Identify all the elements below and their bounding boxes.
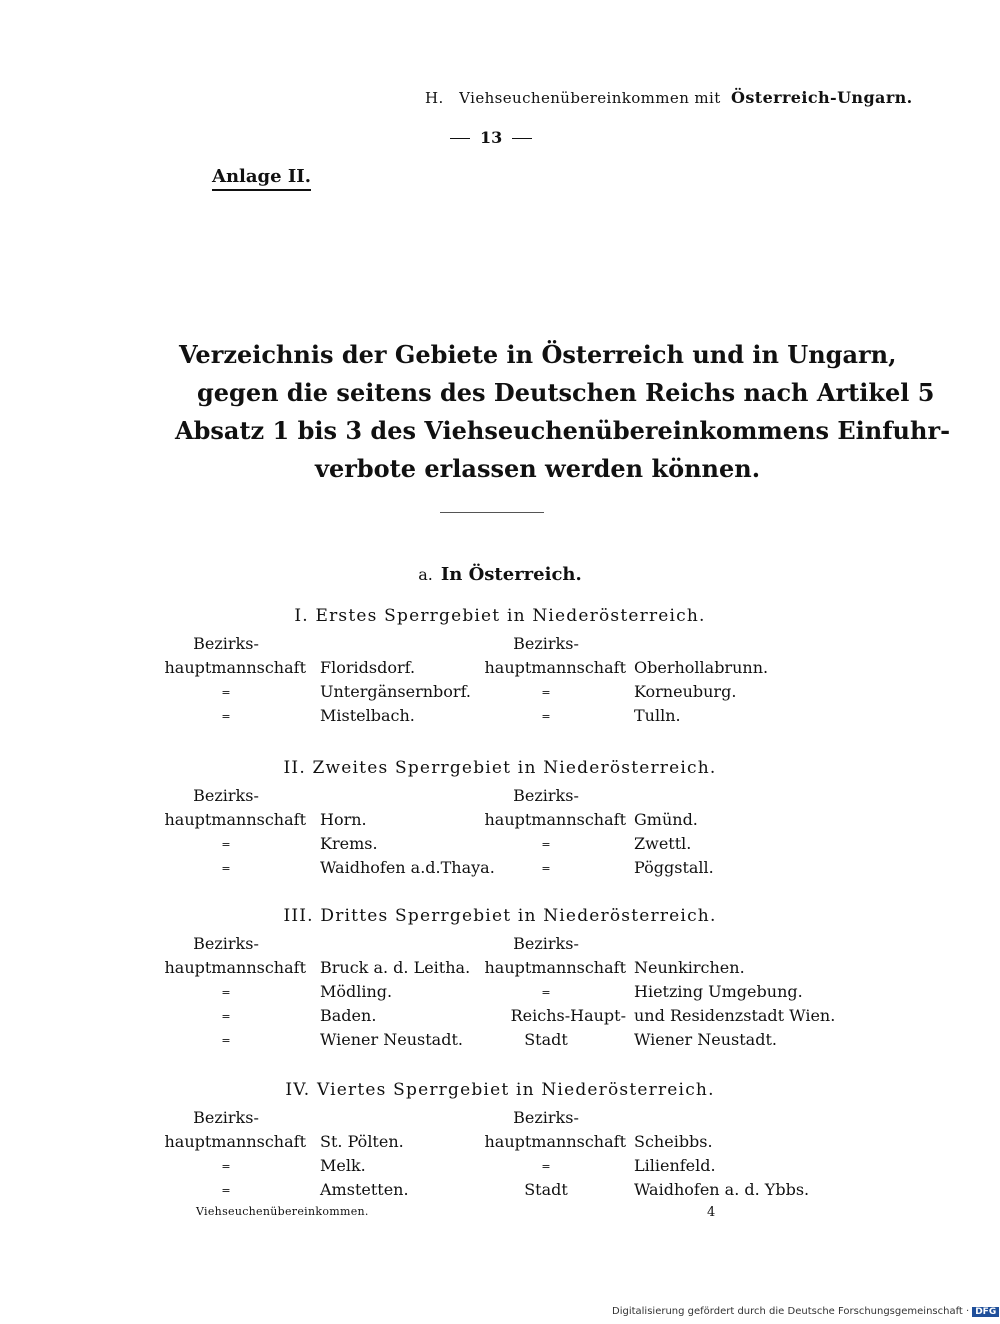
ditto-mark: = bbox=[541, 838, 551, 851]
title-line: Verzeichnis der Gebiete in Österreich und in Ungarn, bbox=[179, 340, 897, 369]
district-name: Floridsdorf. bbox=[320, 658, 416, 677]
authority-label: Bezirks- bbox=[193, 786, 259, 805]
authority-label: hauptmannschaft bbox=[484, 658, 626, 677]
district-name: Gmünd. bbox=[634, 810, 698, 829]
district-name: Lilienfeld. bbox=[634, 1156, 716, 1175]
district-name: Waidhofen a.d.Thaya. bbox=[320, 858, 495, 877]
area-title: IV. Viertes Sperrgebiet in Niederösterreich. bbox=[285, 1080, 715, 1100]
district-name: Wiener Neustadt. bbox=[634, 1030, 777, 1049]
authority-label: Bezirks- bbox=[513, 934, 579, 953]
district-name: Untergänsernborf. bbox=[320, 682, 472, 701]
authority-label: Reichs-Haupt- bbox=[510, 1006, 626, 1025]
footer-sheet-number: 4 bbox=[707, 1205, 716, 1220]
title-divider bbox=[440, 512, 544, 513]
running-header-section: H. bbox=[425, 89, 444, 107]
authority-label: hauptmannschaft bbox=[484, 1132, 626, 1151]
area-title: II. Zweites Sperrgebiet in Niederösterreich. bbox=[283, 758, 717, 778]
district-name: Waidhofen a. d. Ybbs. bbox=[634, 1180, 810, 1199]
ditto-mark: = bbox=[221, 986, 231, 999]
district-name: Wiener Neustadt. bbox=[320, 1030, 463, 1049]
page-number-top bbox=[440, 128, 542, 147]
title-line: Absatz 1 bis 3 des Viehseuchenübereinkommens Einfuhr- bbox=[175, 416, 951, 445]
ditto-mark: = bbox=[541, 686, 551, 699]
ditto-mark: = bbox=[221, 1010, 231, 1023]
district-name: Mistelbach. bbox=[320, 706, 415, 725]
authority-label: hauptmannschaft bbox=[484, 958, 626, 977]
running-header-text bbox=[425, 88, 913, 107]
document-title bbox=[165, 336, 951, 488]
section-name: In Österreich. bbox=[440, 564, 582, 585]
authority-label: hauptmannschaft bbox=[164, 958, 306, 977]
title-line: verbote erlassen werden können. bbox=[315, 454, 761, 483]
annex-label: Anlage II. bbox=[212, 166, 311, 191]
authority-label: Bezirks- bbox=[193, 1108, 259, 1127]
district-name: Korneuburg. bbox=[634, 682, 737, 701]
authority-label: Bezirks- bbox=[193, 634, 259, 653]
district-name: Scheibbs. bbox=[634, 1132, 713, 1151]
authority-label: hauptmannschaft bbox=[164, 658, 306, 677]
district-name: Krems. bbox=[320, 834, 378, 853]
district-name: Bruck a. d. Leitha. bbox=[320, 958, 471, 977]
ditto-mark: = bbox=[221, 838, 231, 851]
district-name: Horn. bbox=[320, 810, 367, 829]
digitization-text: Digitalisierung gefördert durch die Deutsche Forschungsgemeinschaft bbox=[612, 1306, 963, 1317]
district-name: Tulln. bbox=[634, 706, 681, 725]
running-header bbox=[0, 84, 1000, 114]
ditto-mark: = bbox=[221, 862, 231, 875]
district-name: Oberhollabrunn. bbox=[634, 658, 769, 677]
district-name: Amstetten. bbox=[320, 1180, 409, 1199]
authority-label: Bezirks- bbox=[513, 1108, 579, 1127]
section-letter: a. bbox=[418, 565, 433, 584]
ditto-mark: = bbox=[541, 986, 551, 999]
authority-label: Stadt bbox=[524, 1030, 568, 1049]
district-name: Baden. bbox=[320, 1006, 377, 1025]
authority-label: hauptmannschaft bbox=[164, 810, 306, 829]
authority-label: hauptmannschaft bbox=[164, 1132, 306, 1151]
district-name: Hietzing Umgebung. bbox=[634, 982, 803, 1001]
authority-label: Bezirks- bbox=[193, 934, 259, 953]
footer-signature: Viehseuchenübereinkommen. bbox=[196, 1205, 369, 1218]
page-number: 13 bbox=[480, 128, 503, 147]
title-line: gegen die seitens des Deutschen Reichs nach Artikel 5 bbox=[197, 378, 935, 407]
district-name: Melk. bbox=[320, 1156, 366, 1175]
section-heading bbox=[0, 564, 1000, 585]
area-title: III. Drittes Sperrgebiet in Niederösterreich. bbox=[283, 906, 717, 926]
authority-label: Bezirks- bbox=[513, 634, 579, 653]
district-name: St. Pölten. bbox=[320, 1132, 404, 1151]
authority-label: Bezirks- bbox=[513, 786, 579, 805]
district-name: Pöggstall. bbox=[634, 858, 714, 877]
district-name: und Residenzstadt Wien. bbox=[634, 1006, 836, 1025]
district-name: Neunkirchen. bbox=[634, 958, 745, 977]
dfg-logo: DFG bbox=[972, 1307, 999, 1317]
ditto-mark: = bbox=[541, 710, 551, 723]
area-title: I. Erstes Sperrgebiet in Niederösterreich. bbox=[294, 606, 706, 626]
ditto-mark: = bbox=[221, 710, 231, 723]
digitization-note: Digitalisierung gefördert durch die Deutsche Forschungsgemeinschaft · DFG bbox=[612, 1306, 999, 1317]
running-header-title: Viehseuchenübereinkommen mit bbox=[459, 89, 721, 107]
ditto-mark: = bbox=[221, 1034, 231, 1047]
ditto-mark: = bbox=[541, 1160, 551, 1173]
district-name: Zwettl. bbox=[634, 834, 692, 853]
running-header-country: Österreich-Ungarn. bbox=[731, 88, 913, 107]
authority-label: Stadt bbox=[524, 1180, 568, 1199]
ditto-mark: = bbox=[221, 1184, 231, 1197]
authority-label: hauptmannschaft bbox=[484, 810, 626, 829]
district-name: Mödling. bbox=[320, 982, 393, 1001]
ditto-mark: = bbox=[221, 1160, 231, 1173]
ditto-mark: = bbox=[221, 686, 231, 699]
ditto-mark: = bbox=[541, 862, 551, 875]
